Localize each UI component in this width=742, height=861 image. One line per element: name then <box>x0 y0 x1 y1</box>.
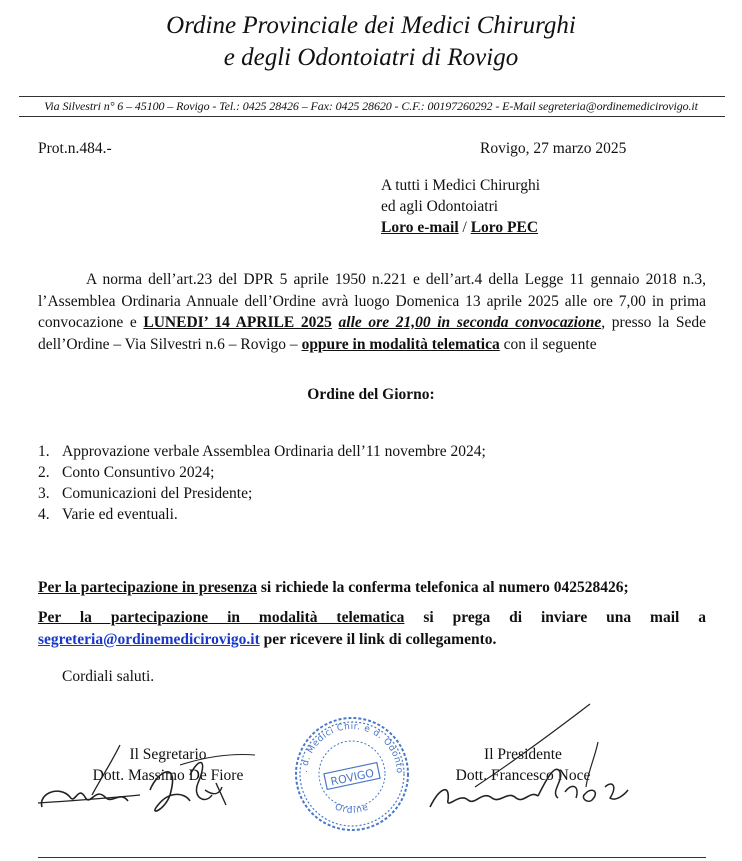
stamp-center-text: ROVIGO <box>329 766 376 789</box>
agenda-item-text: Conto Consuntivo 2024; <box>62 464 215 481</box>
list-item <box>38 462 486 483</box>
meeting-date: LUNEDI’ 14 APRILE 2025 <box>143 314 332 331</box>
svg-text:Prov. d. Medici Chir. e d. Odo <box>284 701 404 774</box>
stamp-top-text: Prov. d. Medici Chir. e d. Odontoiatri <box>283 701 405 774</box>
recipients-line1: A tutti i Medici Chirurghi <box>381 177 541 194</box>
presence-label: Per la partecipazione in presenza <box>38 579 257 596</box>
body-paragraph <box>38 269 706 355</box>
body-text-1: A norma dell’art.23 del DPR 5 aprile 1950 n.221 e dell’art.4 della Legge 11 gennaio 2018 n.3, l’Assemblea Ordinaria Annuale dell’Ordine avrà luogo Domenica 13 aprile 2025 alle ore 7,00 in prima convocazione e <box>38 271 706 331</box>
agenda-list <box>38 441 486 525</box>
online-instructions <box>38 607 706 650</box>
recipients-email: Loro e-mail <box>381 219 459 236</box>
svg-text:Ordine <box>333 802 370 816</box>
online-text: si prega di inviare una mail a <box>404 609 706 626</box>
header-rule-top <box>19 96 725 97</box>
stamp-bottom-text: Ordine <box>333 802 371 816</box>
body-text-2: , presso la Sede dell’Ordine – Via Silvestri n.6 – Rovigo – <box>38 314 707 353</box>
secretary-role: Il Segretario <box>129 746 207 763</box>
president-role: Il Presidente <box>484 746 562 763</box>
recipients-separator: / <box>458 219 471 236</box>
secretary-signature <box>30 735 260 825</box>
letterhead-title-line1: Ordine Provinciale dei Medici Chirurghi <box>166 12 576 39</box>
list-item <box>38 441 486 462</box>
official-stamp <box>283 701 417 838</box>
online-text-2: per ricevere il link di collegamento. <box>259 630 497 648</box>
agenda-item-number: 4. <box>38 506 50 523</box>
presence-instructions <box>38 577 706 599</box>
presence-text: si richiede la conferma telefonica al numero 042528426; <box>256 579 629 596</box>
header-rule-bottom <box>19 116 725 117</box>
protocol-number: Prot.n.484.- <box>38 140 112 157</box>
list-item <box>38 483 486 504</box>
agenda-item-number: 3. <box>38 485 50 502</box>
list-item <box>38 504 486 525</box>
agenda-item-number: 2. <box>38 464 50 481</box>
meeting-time: alle ore 21,00 in seconda convocazione <box>338 314 602 331</box>
secretariat-email-link[interactable]: segreteria@ordinemedicirovigo.it <box>38 630 260 648</box>
recipients-line2: ed agli Odontoiatri <box>381 198 499 215</box>
recipients-channels <box>381 217 540 238</box>
agenda-item-text: Comunicazioni del Presidente; <box>62 485 253 502</box>
secretary-name: Dott. Massimo De Fiore <box>92 767 244 784</box>
recipients-pec: Loro PEC <box>470 219 539 236</box>
president-name: Dott. Francesco Noce <box>455 767 591 784</box>
online-label: Per la partecipazione in modalità telematica <box>38 609 405 626</box>
footer-rule <box>38 857 706 858</box>
closing-greeting: Cordiali saluti. <box>62 668 155 685</box>
letterhead-address: Via Silvestri n° 6 – 45100 – Rovigo - Tel.: 0425 28426 – Fax: 0425 28620 - C.F.: 00197260292 - E-Mail segreteria@ordinemedicirovigo.it <box>44 99 698 113</box>
recipients-block <box>381 175 540 238</box>
body-text-3: con il seguente <box>499 335 597 353</box>
agenda-item-text: Varie ed eventuali. <box>62 506 178 523</box>
president-signature <box>420 702 640 817</box>
agenda-heading: Ordine del Giorno: <box>307 386 435 403</box>
agenda-item-text: Approvazione verbale Assemblea Ordinaria dell’11 novembre 2024; <box>62 443 486 460</box>
online-option: oppure in modalità telematica <box>301 335 500 353</box>
agenda-item-number: 1. <box>38 443 50 460</box>
letterhead-title-line2: e degli Odontoiatri di Rovigo <box>223 44 519 71</box>
place-date: Rovigo, 27 marzo 2025 <box>480 140 627 157</box>
